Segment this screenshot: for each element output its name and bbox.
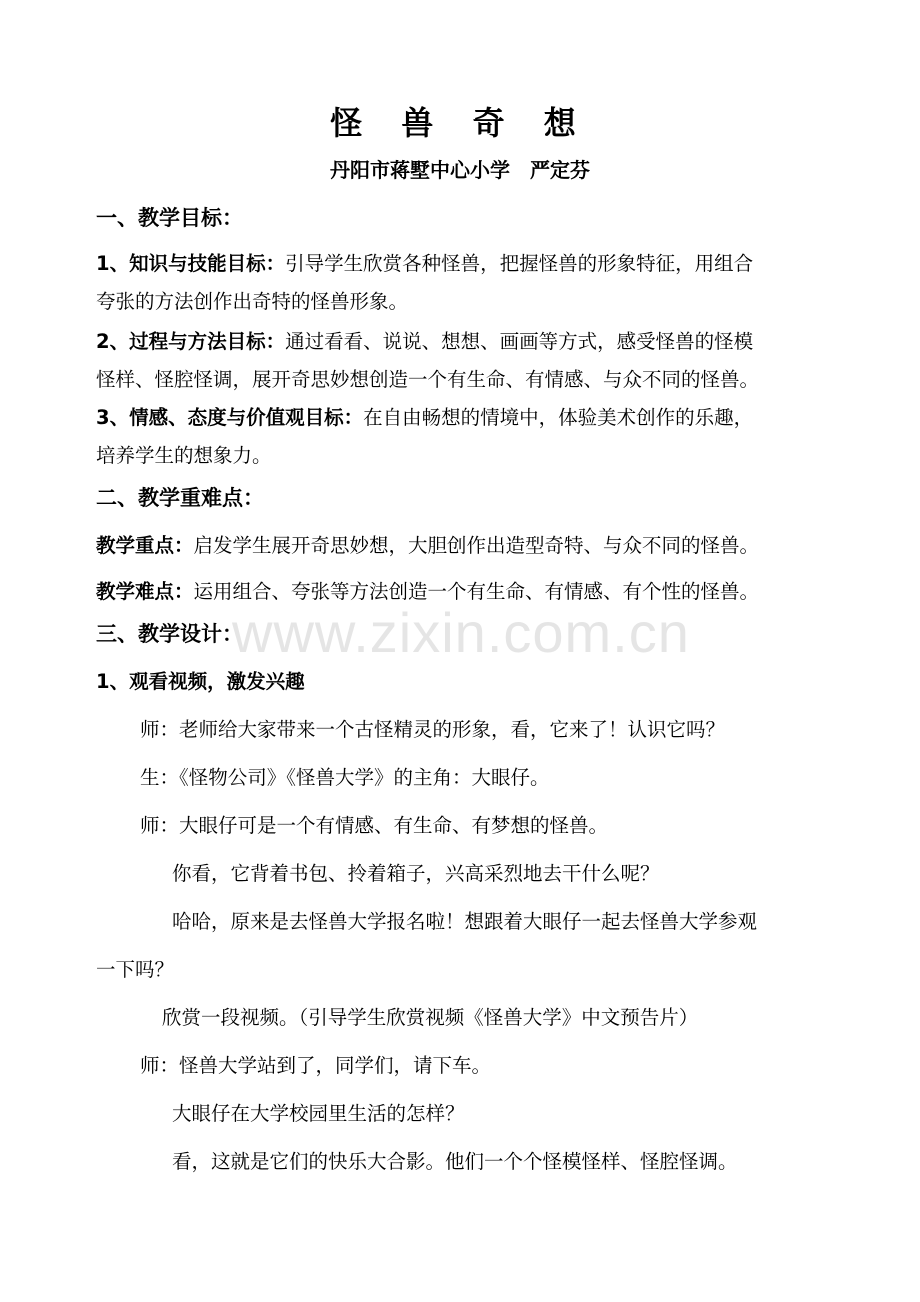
dialogue-line: 哈哈，原来是去怪兽大学报名啦！想跟着大眼仔一起去怪兽大学参观	[172, 910, 758, 933]
goal-1-continued: 夸张的方法创作出奇特的怪兽形象。	[96, 290, 409, 313]
dialogue-line: 你看，它背着书包、拎着箱子，兴高采烈地去干什么呢？	[172, 862, 660, 885]
goal-2	[96, 328, 753, 356]
goal-3-label: 3、情感、态度与价值观目标：	[96, 406, 364, 429]
difficult-point-label: 教学难点：	[96, 580, 194, 603]
key-point-label: 教学重点：	[96, 534, 194, 557]
document-title: 怪 兽 奇 想	[330, 104, 590, 142]
goal-2-continued: 怪样、怪腔怪调，展开奇思妙想创造一个有生命、有情感、与众不同的怪兽。	[96, 368, 760, 391]
goal-1	[96, 250, 753, 278]
section-heading-design: 三、教学设计：	[96, 622, 243, 646]
goal-2-label: 2、过程与方法目标：	[96, 330, 286, 353]
watermark: www.zixin.com.cn	[232, 601, 690, 664]
section-heading-objectives: 一、教学目标：	[96, 206, 243, 230]
section-heading-key-points: 二、教学重难点：	[96, 486, 264, 510]
dialogue-line: 一下吗？	[96, 958, 175, 981]
dialogue-line: 师：老师给大家带来一个古怪精灵的形象，看，它来了！认识它吗？	[140, 718, 726, 741]
dialogue-line: 师：怪兽大学站到了，同学们，请下车。	[140, 1054, 492, 1077]
key-point-text: 启发学生展开奇思妙想，大胆创作出造型奇特、与众不同的怪兽。	[193, 534, 760, 557]
step-1-heading: 1、观看视频，激发兴趣	[96, 670, 305, 693]
difficult-point-text: 运用组合、夸张等方法创造一个有生命、有情感、有个性的怪兽。	[193, 580, 760, 603]
goal-3-text: 在自由畅想的情境中，体验美术创作的乐趣，	[363, 406, 754, 429]
goal-3	[96, 404, 753, 432]
goal-1-text: 引导学生欣赏各种怪兽，把握怪兽的形象特征，用组合	[285, 252, 754, 275]
dialogue-line: 师：大眼仔可是一个有情感、有生命、有梦想的怪兽。	[140, 814, 609, 837]
goal-1-label: 1、知识与技能目标：	[96, 252, 286, 275]
author-line: 丹阳市蒋墅中心小学 严定芬	[330, 158, 590, 182]
dialogue-line: 生：《怪物公司》《怪兽大学》的主角：大眼仔。	[140, 766, 550, 789]
goal-2-text: 通过看看、说说、想想、画画等方式，感受怪兽的怪模	[285, 330, 754, 353]
dialogue-line: 看，这就是它们的快乐大合影。他们一个个怪模怪样、怪腔怪调。	[172, 1150, 738, 1173]
dialogue-line: 欣赏一段视频。（引导学生欣赏视频《怪兽大学》中文预告片）	[162, 1006, 699, 1029]
goal-3-continued: 培养学生的想象力。	[96, 444, 272, 467]
key-point	[96, 532, 759, 560]
dialogue-line: 大眼仔在大学校园里生活的怎样？	[172, 1102, 465, 1125]
